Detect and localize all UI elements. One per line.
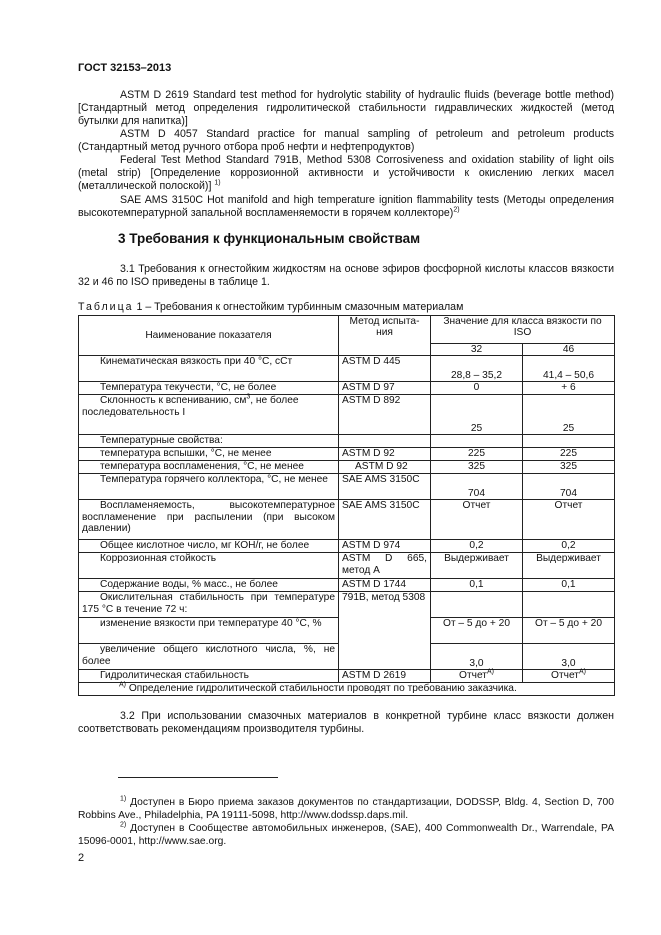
cell-name: Общее кислотное число, мг КОН/г, не более (79, 540, 339, 553)
cell-method: ASTM D 97 (339, 382, 431, 395)
cell-value-46: 3,0 (523, 644, 615, 670)
cell-name: Температурные свойства: (79, 435, 339, 448)
table-row (79, 395, 615, 435)
cell-value-46: От – 5 до + 20 (523, 618, 615, 644)
cell-method: ASTM D 665, метод А (339, 553, 431, 579)
cell-method: 791B, метод 5308 (339, 592, 431, 670)
cell-name: Кинематическая вязкость при 40 °С, сСт (79, 356, 339, 382)
cell-value-32: 0 (431, 382, 523, 395)
table-row (79, 448, 615, 461)
cell-value-46: + 6 (523, 382, 615, 395)
cell-name: температура воспламенения, °С, не менее (79, 461, 339, 474)
table-row (79, 382, 615, 395)
cell-name: Содержание воды, % масс., не более (79, 579, 339, 592)
cell-value-32: 28,8 – 35,2 (431, 356, 523, 382)
table-row (79, 592, 615, 618)
table-note (79, 683, 615, 696)
cell-method: ASTM D 92 (339, 448, 431, 461)
cell-value-32: 0,1 (431, 579, 523, 592)
cell-value-46: 325 (523, 461, 615, 474)
table-row (79, 553, 615, 579)
note-ref: А) (486, 669, 494, 677)
cell-value-46: 0,1 (523, 579, 615, 592)
cell-value-32: 0,2 (431, 540, 523, 553)
cell-name: изменение вязкости при температуре 40 °С, % (79, 618, 339, 644)
cell-name-sup: 3 (246, 394, 251, 402)
cell-value-46: 41,4 – 50,6 (523, 356, 615, 382)
table-row (79, 474, 615, 500)
reference-astm-d4057: ASTM D 4057 Standard practice for manual sampling of petroleum and petroleum products (Стандартный метод ручного отбора проб нефти и нефтепродуктов) (78, 128, 614, 154)
footnote-mark: 2) (120, 821, 127, 829)
cell-value-32: 225 (431, 448, 523, 461)
footnote-separator (118, 777, 278, 778)
table-row (79, 579, 615, 592)
requirements-table (78, 315, 615, 696)
paragraph-3-1: 3.1 Требования к огнестойким жидкостям на основе эфиров фосфорной кислоты классов вязкости 32 и 46 по ISO приведены в таблице 1. (78, 263, 614, 289)
cell-value-32: Выдерживает (431, 553, 523, 579)
reference-sae-ams-3150c (78, 194, 614, 220)
reference-text: SAE AMS 3150C Hot manifold and high temperature ignition flammability tests (Методы определения высокотемпературной запальной воспламеняемости в горячем коллекторе) (78, 194, 614, 220)
page-number: 2 (78, 852, 85, 864)
cell-value-46: Отчет (523, 500, 615, 540)
table-caption-label: Таблица (78, 301, 134, 313)
header-class-46: 46 (523, 344, 615, 356)
cell-method: ASTM D 92 (339, 461, 431, 474)
cell-method: ASTM D 2619 (339, 670, 431, 683)
cell-value-text: Отчет (551, 670, 579, 682)
cell-name: температура вспышки, °С, не менее (79, 448, 339, 461)
cell-name: Температура горячего коллектора, °С, не менее (79, 474, 339, 500)
footnote-text: Доступен в Бюро приема заказов документов по стандартизации, DODSSP, Bldg. 4, Section D, 700 Robbins Ave., Philadelphia, PA 19111-5098, http://www.dodssp.daps.mil. (78, 797, 614, 821)
table-row (79, 670, 615, 683)
cell-name (79, 395, 339, 435)
cell-value-32: 25 (431, 395, 523, 435)
cell-name: Воспламеняемость, высокотемпературное воспламенение при распылении (при высоком давлении) (79, 500, 339, 540)
cell-name: Гидролитическая стабильность (79, 670, 339, 683)
table-row (79, 500, 615, 540)
cell-value-text: Отчет (459, 670, 487, 682)
table-row (79, 356, 615, 382)
header-value: Значение для класса вязкости по ISO (431, 316, 615, 344)
header-method: Метод испыта-ния (339, 316, 431, 356)
cell-value-46: Выдерживает (523, 553, 615, 579)
table-row (79, 461, 615, 474)
cell-method: ASTM D 445 (339, 356, 431, 382)
cell-value-46 (523, 592, 615, 618)
cell-method: ASTM D 1744 (339, 579, 431, 592)
cell-name: Окислительная стабильность при температуре 175 °С в течение 72 ч: (79, 592, 339, 618)
cell-method: SAE AMS 3150C (339, 474, 431, 500)
table-row (79, 435, 615, 448)
cell-value-46 (523, 670, 615, 683)
footnote-ref-1: 1) (214, 179, 221, 187)
cell-value-46: 225 (523, 448, 615, 461)
cell-name-text: , не более последовательность I (82, 395, 299, 418)
footnote-ref-2: 2) (453, 206, 460, 214)
cell-value-46 (523, 435, 615, 448)
cell-method: SAE AMS 3150C (339, 500, 431, 540)
note-ref: А) (578, 669, 586, 677)
header-class-32: 32 (431, 344, 523, 356)
cell-value-46: 25 (523, 395, 615, 435)
cell-method (339, 435, 431, 448)
footnote-2 (78, 822, 614, 848)
cell-name: увеличение общего кислотного числа, %, не более (79, 644, 339, 670)
table-note-mark: А) (119, 682, 126, 690)
cell-value-32: От – 5 до + 20 (431, 618, 523, 644)
table-note-text: Определение гидролитической стабильности проводят по требованию заказчика. (126, 683, 517, 695)
footnote-text: Доступен в Сообществе автомобильных инженеров, (SAE), 400 Commonwealth Dr., Warrendale, PA 15096-0001, http://www.sae.org. (78, 823, 614, 847)
reference-text: Federal Test Method Standard 791B, Method 5308 Corrosiveness and oxidation stability of light oils (metal strip) [Определение коррозионной активности и устойчивости к окислению легких масел (металлической полоской)] (78, 154, 614, 193)
section-title: 3 Требования к функциональным свойствам (118, 231, 421, 246)
reference-astm-d2619: ASTM D 2619 Standard test method for hydrolytic stability of hydraulic fluids (beverage bottle method) [Стандартный метод определения гидролитической стабильности гидравлических жидкостей (метод бутылки для напитка)] (78, 89, 614, 128)
reference-fed-791b (78, 154, 614, 193)
footnote-mark: 1) (120, 795, 127, 803)
cell-value-46: 704 (523, 474, 615, 500)
cell-value-32 (431, 435, 523, 448)
cell-value-32: 3,0 (431, 644, 523, 670)
footnote-1 (78, 796, 614, 822)
cell-method: ASTM D 974 (339, 540, 431, 553)
cell-name: Температура текучести, °С, не более (79, 382, 339, 395)
table-note-row (79, 683, 615, 696)
table-caption-text: 1 – Требования к огнестойким турбинным смазочным материалам (133, 301, 464, 313)
cell-name: Коррозионная стойкость (79, 553, 339, 579)
cell-value-32 (431, 592, 523, 618)
header-name: Наименование показателя (79, 316, 339, 356)
paragraph-3-2: 3.2 При использовании смазочных материалов в конкретной турбине класс вязкости должен соответствовать рекомендациям производителя турбины. (78, 710, 614, 736)
cell-value-46: 0,2 (523, 540, 615, 553)
cell-name-text: Склонность к вспениванию, см (100, 395, 247, 407)
cell-value-32: 704 (431, 474, 523, 500)
cell-value-32: 325 (431, 461, 523, 474)
table-row (79, 540, 615, 553)
cell-value-32 (431, 670, 523, 683)
cell-value-32: Отчет (431, 500, 523, 540)
cell-method: ASTM D 892 (339, 395, 431, 435)
document-header: ГОСТ 32153–2013 (78, 62, 172, 74)
table-caption (78, 301, 463, 313)
